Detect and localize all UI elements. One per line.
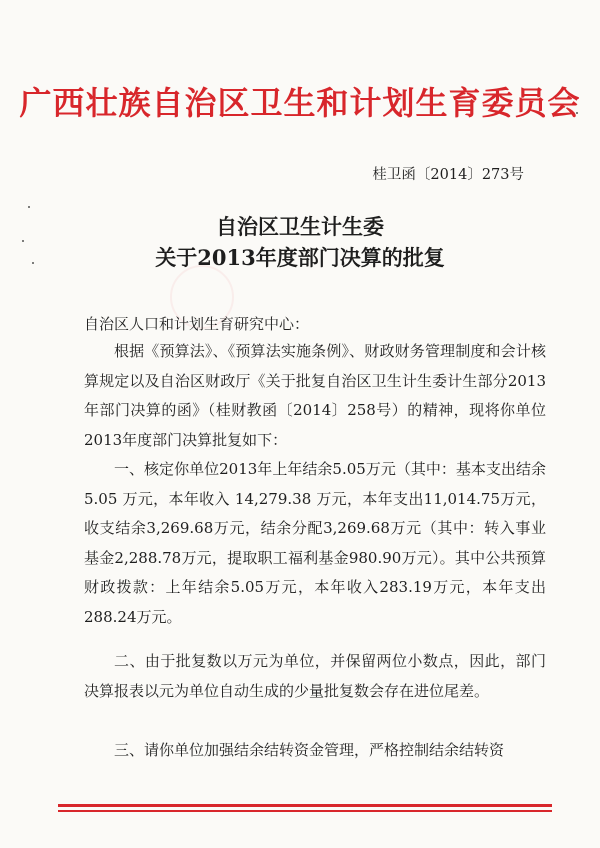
body-paragraph: 三、请你单位加强结余结转资金管理，严格控制结余结转资 [114,741,505,759]
body-paragraph: 一、核定你单位2013年上年结余5.05万元（其中：基本支出结余 5.05 万元，本年收入 14,279.38 万元，本年支出11,014.75万元，收支结余3,269.68万元，结余分配3,269.68万元（其中：转入事业基金2,288.78万元，提取职工福利基金980.90万元）。其中公共预算财政拨款：上年结余5.05万元，本年收入283.19万元，本年支出288.24万元。 [84,460,546,626]
org-title: 广西壮族自治区卫生和计划生育委员会 [19,84,581,122]
addressee: 自治区人口和计划生育研究中心： [84,315,310,333]
red-divider-thin [58,810,552,812]
document-number: 桂卫函〔2014〕273号 [372,167,524,183]
subject-line-2: 关于2013年度部门决算的批复 [155,245,445,270]
scan-speck [28,206,30,208]
subject-line-1: 自治区卫生计生委 [216,214,384,239]
body-paragraph: 二、由于批复数以万元为单位，并保留两位小数点，因此，部门决算报表以元为单位自动生成的少量批复数会存在进位尾差。 [84,652,546,700]
body-paragraph: 根据《预算法》、《预算法实施条例》、财政财务管理制度和会计核算规定以及自治区财政厅《关于批复自治区卫生计生委计生部分2013年部门决算的函》（桂财教函〔2014〕258号）的精神，现将你单位2013年度部门决算批复如下： [84,342,546,449]
red-divider-thick [58,804,552,807]
